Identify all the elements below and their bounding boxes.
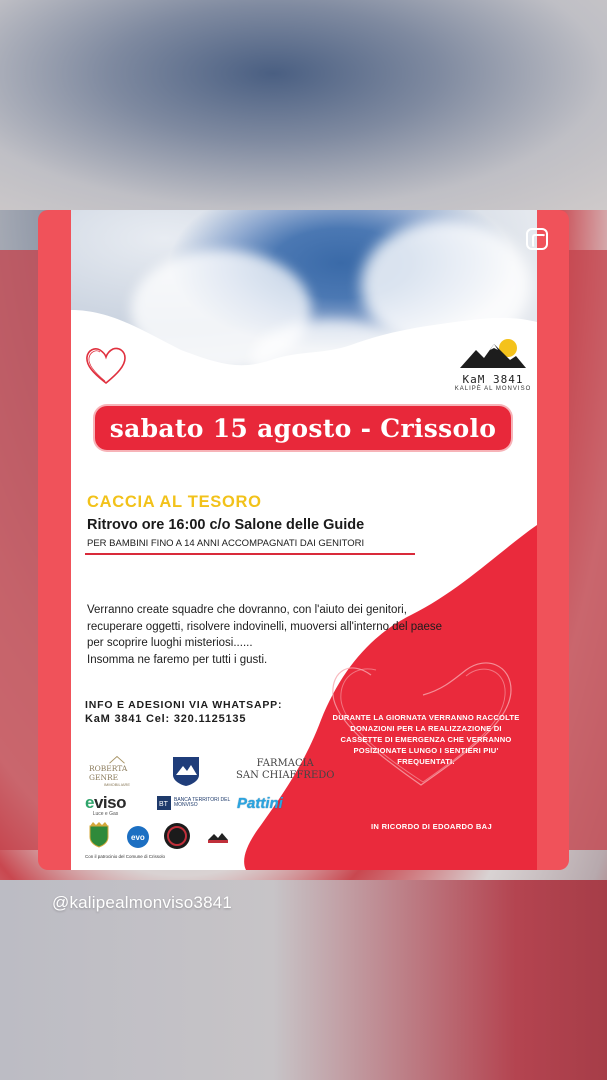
evo-water-icon bbox=[126, 825, 150, 849]
background-blur-top bbox=[0, 0, 607, 210]
divider-line bbox=[85, 553, 415, 555]
sponsor-bth-name: BANCA TERRITORI DEL MONVISO bbox=[174, 796, 231, 808]
memory-note: IN RICORDO DI EDOARDO BAJ bbox=[371, 822, 492, 831]
round-badge-icon bbox=[163, 822, 191, 850]
sponsor-comune-crest bbox=[87, 822, 111, 848]
heart-outline-icon bbox=[83, 345, 129, 387]
headline-treasure-hunt: CACCIA AL TESORO bbox=[87, 493, 262, 511]
sponsor-rifugio-badge bbox=[171, 755, 201, 787]
description-line: recuperare oggetti, risolvere indovinelli, muoversi all'interno del paese bbox=[87, 620, 443, 633]
sponsor-eviso bbox=[85, 793, 126, 817]
sponsor-eviso-sub: Luce e Gas bbox=[92, 811, 119, 817]
description-line: Insomma ne faremo per tutti i gusti. bbox=[87, 653, 268, 666]
rifugio-shield-icon bbox=[171, 755, 201, 787]
red-wave-shape bbox=[71, 520, 537, 870]
donation-note: DURANTE LA GIORNATA VERRANNO RACCOLTE DONAZIONI PER LA REALIZZAZIONE DI CASSETTE DI EMERGENZA CHE VERRANNO POSIZIONATE LUNGO I SENTIERI PIU' FREQUENTATI. bbox=[332, 713, 520, 766]
sponsor-pattini: Pattini bbox=[237, 795, 283, 812]
bth-logo-icon bbox=[157, 796, 171, 810]
info-contact: KaM 3841 Cel: 320.1125135 bbox=[85, 713, 247, 725]
meeting-point: Ritrovo ore 16:00 c/o Salone delle Guide bbox=[87, 517, 365, 533]
logo-name: KaM 3841 bbox=[462, 373, 524, 386]
event-poster bbox=[71, 210, 537, 870]
description-line: Verranno create squadre che dovranno, con l'aiuto dei genitori, bbox=[87, 604, 407, 616]
sponsor-farmacia-name: FARMACIA bbox=[256, 758, 314, 769]
svg-text:evo: evo bbox=[131, 833, 145, 842]
shared-post-card[interactable] bbox=[38, 210, 569, 870]
sponsor-roberta-sub: IMMOBILIARE bbox=[103, 782, 131, 787]
background-blur-right bbox=[567, 250, 607, 850]
sponsor-evo bbox=[126, 825, 150, 849]
info-title: INFO E ADESIONI VIA WHATSAPP: bbox=[85, 699, 283, 711]
svg-text:BT: BT bbox=[159, 801, 168, 808]
audience-note: PER BAMBINI FINO A 14 ANNI ACCOMPAGNATI DAI GENITORI bbox=[87, 538, 365, 549]
sponsor-bth-bank bbox=[157, 796, 234, 810]
event-description bbox=[87, 602, 472, 668]
sponsor-farmacia-sub: SAN CHIAFFREDO bbox=[236, 770, 335, 781]
instagram-post-icon[interactable] bbox=[526, 228, 548, 250]
municipal-crest-icon bbox=[87, 822, 111, 848]
sponsor-roberta-name: ROBERTA GENRE bbox=[89, 764, 128, 782]
sponsor-round-badge bbox=[163, 822, 191, 850]
house-icon bbox=[105, 755, 129, 764]
small-brand-icon bbox=[206, 830, 230, 844]
patrocinio-note: Con il patrocinio del Comune di Crissolo bbox=[85, 854, 166, 859]
account-handle-sticker[interactable]: @kalipealmonviso3841 bbox=[52, 893, 233, 912]
mountain-sun-icon bbox=[458, 338, 528, 370]
sponsor-farmacia bbox=[236, 758, 334, 782]
kam-logo bbox=[451, 338, 535, 392]
description-line: per scoprire luoghi misteriosi...... bbox=[87, 637, 253, 649]
date-banner: sabato 15 agosto - Crissolo bbox=[95, 406, 511, 450]
sponsor-eviso-name: eviso bbox=[85, 793, 126, 812]
logo-subtitle: KALIPÈ AL MONVISO bbox=[454, 386, 532, 392]
background-blur-left bbox=[0, 250, 40, 850]
sponsor-roberta-genre bbox=[89, 755, 145, 787]
sponsor-small-logo bbox=[206, 830, 230, 844]
